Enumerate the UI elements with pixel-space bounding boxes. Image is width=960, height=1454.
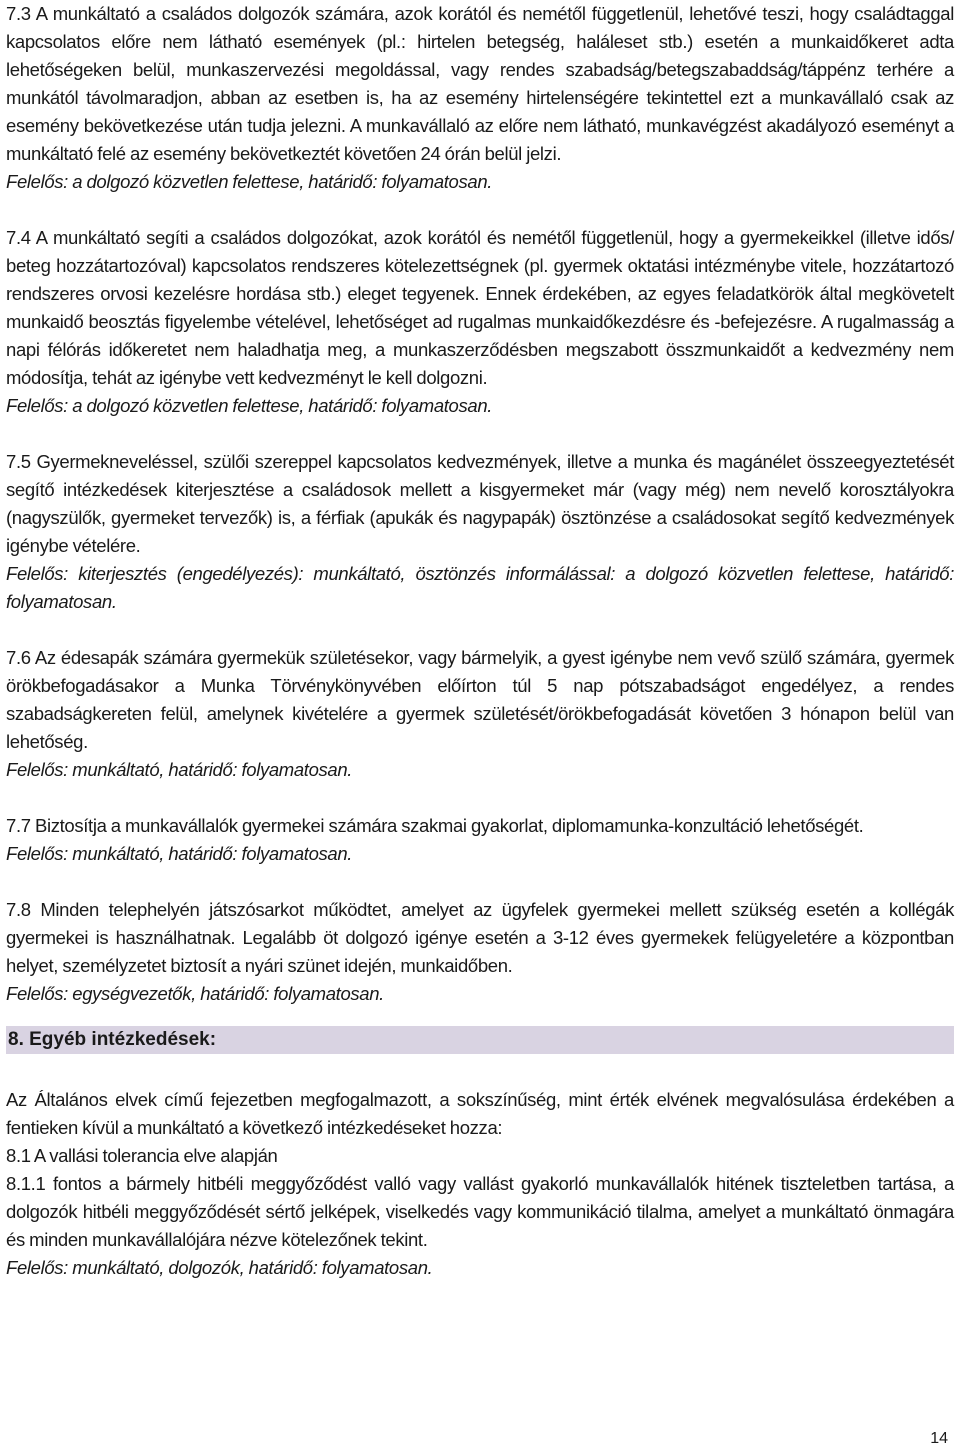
spacer [6,784,954,812]
responsible-7-5: Felelős: kiterjesztés (engedélyezés): munkáltató, ösztönzés informálással: a dolgozó közvetlen felettese, határidő: folyamatosan. [6,563,954,612]
document-page [6,0,954,1282]
paragraph-7-4: 7.4 A munkáltató segíti a családos dolgozókat, azok korától és nemétől függetlenül, hogy a gyermekeikkel (illetve idős/ beteg hozzátartozóval) kapcsolatos rendszeres kötelezettségnek (pl. gyermek oktatási intézménybe vitele, hozzátartozó rendszeres orvosi kezelésre hordása stb.) eleget tegyenek. Ennek érdekében, az egyes feladatkörök által megkövetelt munkaidő beosztás figyelembe vételével, lehetőséget ad rugalmas munkaidőkezdésre és -befejezésre. A rugalmasság a napi félórás időkeretet nem haladhatja meg, a munkaszerződésben megszabott összmunkaidőt a kedvezmény nem módosítja, tehát az igénybe vett kedvezményt le kell dolgozni. [6,227,954,388]
paragraph-7-5: 7.5 Gyermekneveléssel, szülői szereppel kapcsolatos kedvezmények, illetve a munka és magánélet összeegyeztetését segítő intézkedések kiterjesztése a családosok mellett a kisgyermeket már (vagy még) nem nevelő korosztályokra (nagyszülők, gyermeket tervezők) is, a férfiak (apukák és nagypapák) ösztönzése a családosokat segítő kedvezmények igénybe vételére. [6,451,954,556]
spacer [6,420,954,448]
section-8-intro: Az Általános elvek című fejezetben megfogalmazott, a sokszínűség, mint érték elvének megvalósulása érdekében a fentieken kívül a munkáltató a következő intézkedéseket hozza: [6,1089,954,1138]
responsible-8-1-1: Felelős: munkáltató, dolgozók, határidő: folyamatosan. [6,1257,433,1278]
section-heading-8: 8. Egyéb intézkedések: [6,1026,954,1054]
responsible-7-3: Felelős: a dolgozó közvetlen felettese, határidő: folyamatosan. [6,171,493,192]
subheading-8-1: 8.1 A vallási tolerancia elve alapján [6,1145,278,1166]
responsible-7-7: Felelős: munkáltató, határidő: folyamatosan. [6,843,353,864]
spacer [6,196,954,224]
spacer [6,1008,954,1026]
paragraph-7-3: 7.3 A munkáltató a családos dolgozók számára, azok korától és nemétől függetlenül, lehetővé teszi, hogy családtaggal kapcsolatos előre nem látható események (pl.: hirtelen betegség, haláleset stb.) esetén a munkaidőkeret adta lehetőségeken belül, munkaszervezési megoldással, vagy rendes szabadság/betegszabaddság/táppénz terhére a munkától távolmaradjon, abban az esetben is, ha az esemény hirtelenségére tekintettel ezt a munkavállaló csak az esemény bekövetkezése után tudja jelezni. A munkavállaló az előre nem látható, munkavégzést akadályozó eseményt a munkáltató felé az esemény bekövetkeztét követően 24 órán belül jelzi. [6,3,954,164]
responsible-7-4: Felelős: a dolgozó közvetlen felettese, határidő: folyamatosan. [6,395,493,416]
paragraph-8-1-1: 8.1.1 fontos a bármely hitbéli meggyőződést valló vagy vallást gyakorló munkavállalók hitének tiszteletben tartása, a dolgozók hitbéli meggyőződését sértő jelképek, viselkedés vagy kommunikáció tilalma, amelyet a munkáltató önmagára és minden munkavállalójára nézve kötelezőnek tekint. [6,1173,954,1250]
paragraph-7-6: 7.6 Az édesapák számára gyermekük születésekor, vagy bármelyik, a gyest igénybe nem vevő szülő számára, gyermek örökbefogadásakor a Munka Törvénykönyvében előírton túl 5 nap pótszabadságot engedélyez, a rendes szabadságkereten felül, amelynek kivételére a gyermek születését/örökbefogadását követően 3 hónapon belül van lehetőség. [6,647,954,752]
spacer [6,1054,954,1086]
paragraph-7-8: 7.8 Minden telephelyén játszósarkot működtet, amelyet az ügyfelek gyermekei mellett szükség esetén a kollégák gyermekei is használhatnak. Legalább öt dolgozó igénye esetén a 3-12 éves gyermekek felügyeletére a központban helyet, személyzetet biztosít a nyári szünet idején, munkaidőben. [6,899,954,976]
spacer [6,616,954,644]
page-number: 14 [930,1430,948,1447]
spacer [6,868,954,896]
paragraph-7-7: 7.7 Biztosítja a munkavállalók gyermekei számára szakmai gyakorlat, diplomamunka-konzultáció lehetőségét. [6,815,864,836]
responsible-7-8: Felelős: egységvezetők, határidő: folyamatosan. [6,983,384,1004]
responsible-7-6: Felelős: munkáltató, határidő: folyamatosan. [6,759,353,780]
